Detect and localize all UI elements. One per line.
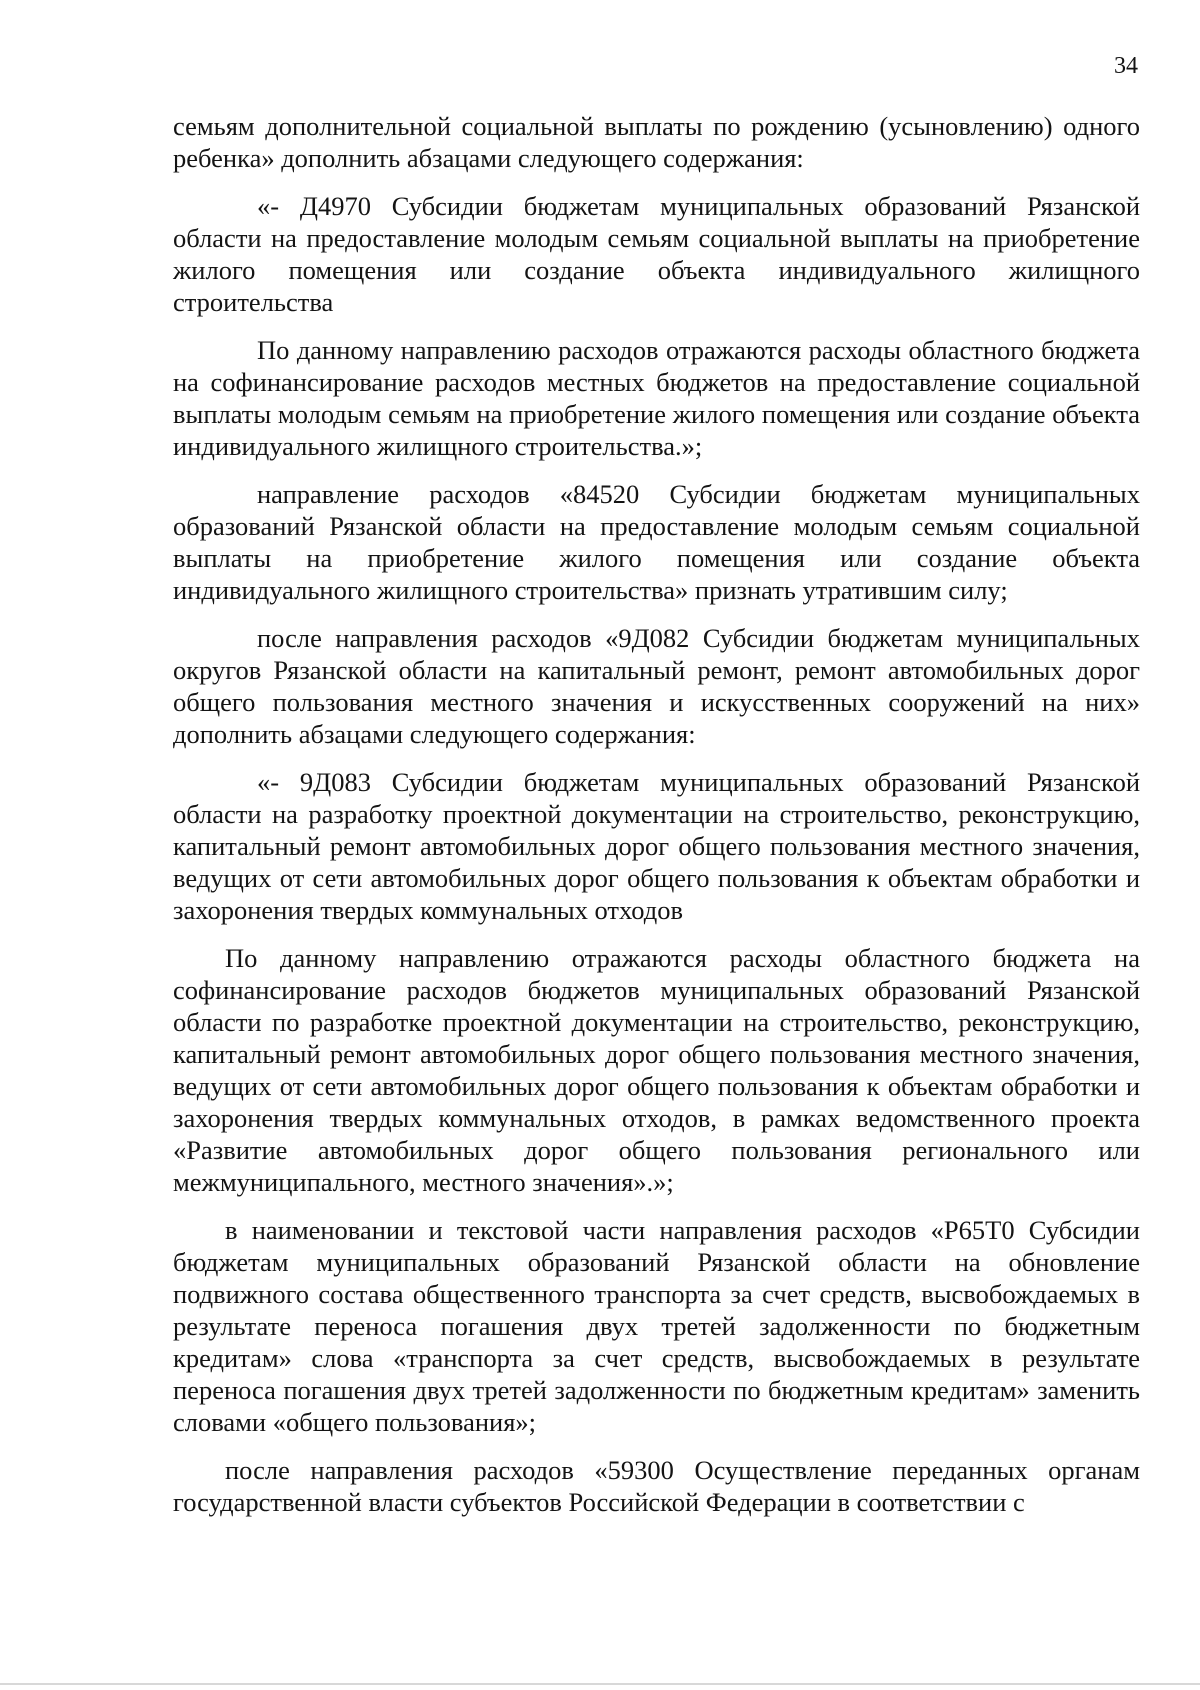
scan-edge-line [0,1683,1200,1685]
document-body [173,110,1140,1534]
paragraph-5: после направления расходов «9Д082 Субсидии бюджетам муниципальных округов Рязанской области на капитальный ремонт, ремонт автомобильных дорог общего пользования местного значения и искусственных сооружений на них» дополнить абзацами следующего содержания: [173,623,1140,749]
paragraph-1: семьям дополнительной социальной выплаты по рождению (усыновлению) одного ребенка» дополнить абзацами следующего содержания: [173,111,1140,173]
paragraph-4: направление расходов «84520 Субсидии бюджетам муниципальных образований Рязанской области на предоставление молодым семьям социальной выплаты на приобретение жилого помещения или создание объекта индивидуального жилищного строительства» признать утратившим силу; [173,479,1140,605]
paragraph-2: «- Д4970 Субсидии бюджетам муниципальных образований Рязанской области на предоставление молодым семьям социальной выплаты на приобретение жилого помещения или создание объекта индивидуального жилищного строительства [173,191,1140,317]
paragraph-7: По данному направлению отражаются расходы областного бюджета на софинансирование расходов бюджетов муниципальных образований Рязанской области по разработке проектной документации на строительство, реконструкцию, капитальный ремонт автомобильных дорог общего пользования местного значения, ведущих от сети автомобильных дорог общего пользования к объектам обработки и захоронения твердых коммунальных отходов, в рамках ведомственного проекта «Развитие автомобильных дорог общего пользования регионального или межмуниципального, местного значения».»; [173,943,1140,1197]
paragraph-3: По данному направлению расходов отражаются расходы областного бюджета на софинансирование расходов местных бюджетов на предоставление социальной выплаты молодым семьям на приобретение жилого помещения или создание объекта индивидуального жилищного строительства.»; [173,335,1140,461]
paragraph-9: после направления расходов «59300 Осуществление переданных органам государственной власти субъектов Российской Федерации в соответствии с [173,1455,1140,1517]
paragraph-6: «- 9Д083 Субсидии бюджетам муниципальных образований Рязанской области на разработку проектной документации на строительство, реконструкцию, капитальный ремонт автомобильных дорог общего пользования местного значения, ведущих от сети автомобильных дорог общего пользования к объектам обработки и захоронения твердых коммунальных отходов [173,767,1140,925]
page-number: 34 [1114,53,1138,79]
paragraph-8: в наименовании и текстовой части направления расходов «Р65Т0 Субсидии бюджетам муниципальных образований Рязанской области на обновление подвижного состава общественного транспорта за счет средств, высвобождаемых в результате переноса погашения двух третей задолженности по бюджетным кредитам» слова «транспорта за счет средств, высвобождаемых в результате переноса погашения двух третей задолженности по бюджетным кредитам» заменить словами «общего пользования»; [173,1215,1140,1437]
